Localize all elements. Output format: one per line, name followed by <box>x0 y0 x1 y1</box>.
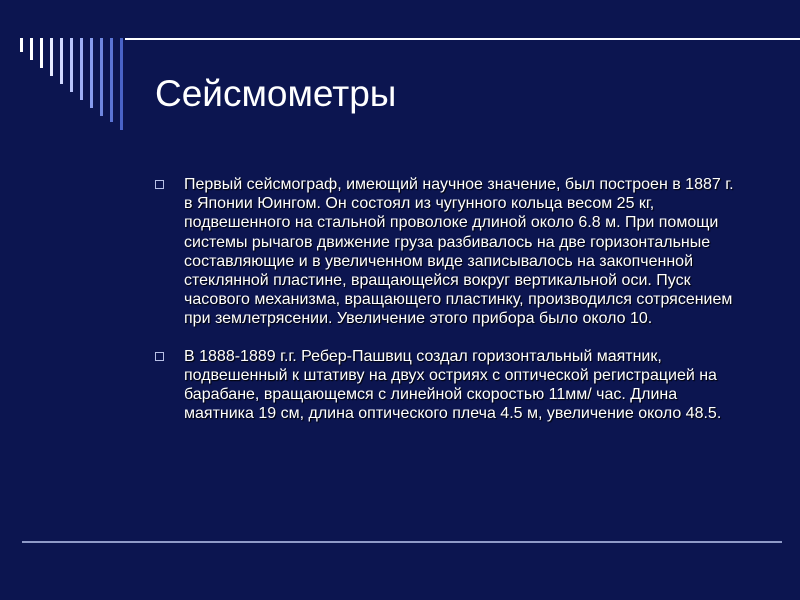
slide-title: Сейсмометры <box>155 73 397 114</box>
stripe-11 <box>120 38 123 130</box>
bullet-text: В 1888-1889 г.г. Ребер-Пашвиц создал горизонтальный маятник, подвешенный к штативу на двух остриях с оптической регистрацией на барабане, вращающемся с линейной скоростью 11мм/ час. Длина маятника 19 см, длина оптического плеча 4.5 м, увеличение около 48.5. <box>184 347 722 423</box>
stripe-2 <box>30 38 33 60</box>
stripe-7 <box>80 38 83 100</box>
stripe-10 <box>110 38 113 122</box>
stripe-9 <box>100 38 103 116</box>
stripe-8 <box>90 38 93 108</box>
square-bullet-icon <box>155 352 164 361</box>
stripe-group <box>20 38 123 130</box>
bullet-text: Первый сейсмограф, имеющий научное значение, был построен в 1887 г. в Японии Юингом. Он состоял из чугунного кольца весом 25 кг, подвешенного на стальной проволоке длиной около 6.8 м. При помощи системы рычагов движение груза разбивалось на две горизонтальные составляющие и в увеличенном виде записывалось на закопченной стеклянной пластине, вращающейся вокруг вертикальной оси. Пуск часового механизма, вращающего пластинку, производился сотрясением при землетрясении. Увеличение этого прибора было около 10. <box>184 176 734 328</box>
stripe-3 <box>40 38 43 68</box>
stripe-4 <box>50 38 53 76</box>
bullet-item <box>155 175 735 329</box>
bullet-item <box>155 347 735 424</box>
slide-content <box>155 175 735 441</box>
bottom-divider-line <box>22 541 782 543</box>
decorative-stripes <box>0 0 800 130</box>
square-bullet-icon <box>155 180 164 189</box>
stripe-1 <box>20 38 23 52</box>
stripe-5 <box>60 38 63 84</box>
stripe-6 <box>70 38 73 92</box>
top-accent-line <box>125 38 800 40</box>
